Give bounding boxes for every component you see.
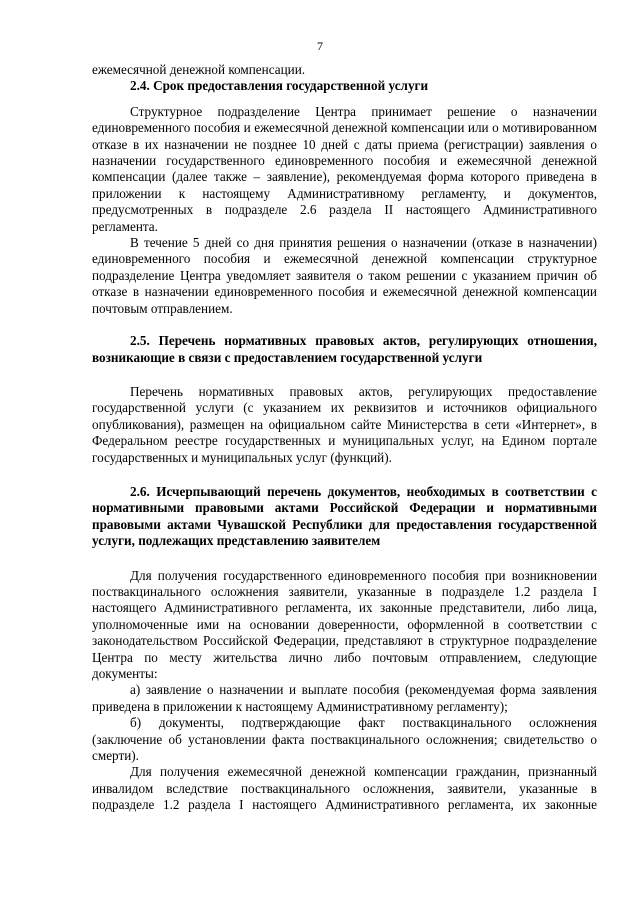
- section-2-5-paragraph-1: Перечень нормативных правовых актов, регулирующих предоставление государственной услуги (с указанием их реквизитов и источников официального опубликования), размещен на официальном сайте Министерства в сети «Интернет», в Федеральном реестре государственных и муниципальных услуг, на Едином портале государственных и муниципальных услуг (функций).: [92, 383, 597, 465]
- page-body: [92, 62, 597, 814]
- section-2-6-paragraph-1: Для получения государственного единовременного пособия при возникновении поствакцинального осложнения заявители, указанные в подразделе 1.2 раздела I настоящего Административного регламента, их законные представители, либо лица, уполномоченные ими на основании доверенности, оформленной в соответствии с законодательством Российской Федерации, представляют в структурное подразделение Центра по месту жительства лично либо почтовым отправлением, следующие документы:: [92, 567, 597, 681]
- section-2-6-item-b: б) документы, подтверждающие факт поствакцинального осложнения (заключение об установлении факта поствакцинального осложнения; свидетельство о смерти).: [92, 715, 597, 764]
- lead-line: ежемесячной денежной компенсации.: [92, 62, 306, 77]
- section-2-6-heading: 2.6. Исчерпывающий перечень документов, необходимых в соответствии с нормативными правовыми актами Российской Федерации и нормативными правовыми актами Чувашской Республики для предоставления государственной услуги, подлежащих представлению заявителем: [92, 483, 597, 549]
- section-2-4-paragraph-2: В течение 5 дней со дня принятия решения о назначении (отказе в назначении) единовременного пособия и ежемесячной денежной компенсации структурное подразделение Центра уведомляет заявителя о таком решении с указанием причин об отказе в назначении единовременного пособия и ежемесячной денежной компенсации почтовым отправлением.: [92, 235, 597, 316]
- section-2-4-paragraph-1: Структурное подразделение Центра принимает решение о назначении единовременного пособия и ежемесячной денежной компенсации или о мотивированном отказе в их назначении не позднее 10 дней с даты приема (регистрации) заявления о назначении государственного единовременного пособия и ежемесячной денежной компенсации (далее также – заявление), рекомендуемая форма которого приведена в приложении к настоящему Административному регламенту, и документов, предусмотренных в подразделе 2.6 раздела II настоящего Административного регламента.: [92, 103, 597, 234]
- section-2-4-heading: 2.4. Срок предоставления государственной услуги: [130, 78, 429, 94]
- page-number: 7: [317, 39, 323, 53]
- section-2-6-item-a: а) заявление о назначении и выплате пособия (рекомендуемая форма заявления приведена в приложении к настоящему Административному регламенту);: [92, 682, 597, 714]
- section-2-5-heading: 2.5. Перечень нормативных правовых актов, регулирующих отношения, возникающие в связи с предоставлением государственной услуги: [92, 333, 597, 365]
- section-2-6-paragraph-2: Для получения ежемесячной денежной компенсации гражданин, признанный инвалидом вследствие поствакцинального осложнения, заявители, указанные в подразделе 1.2 раздела I настоящего Административного регламента, их законные: [92, 764, 597, 813]
